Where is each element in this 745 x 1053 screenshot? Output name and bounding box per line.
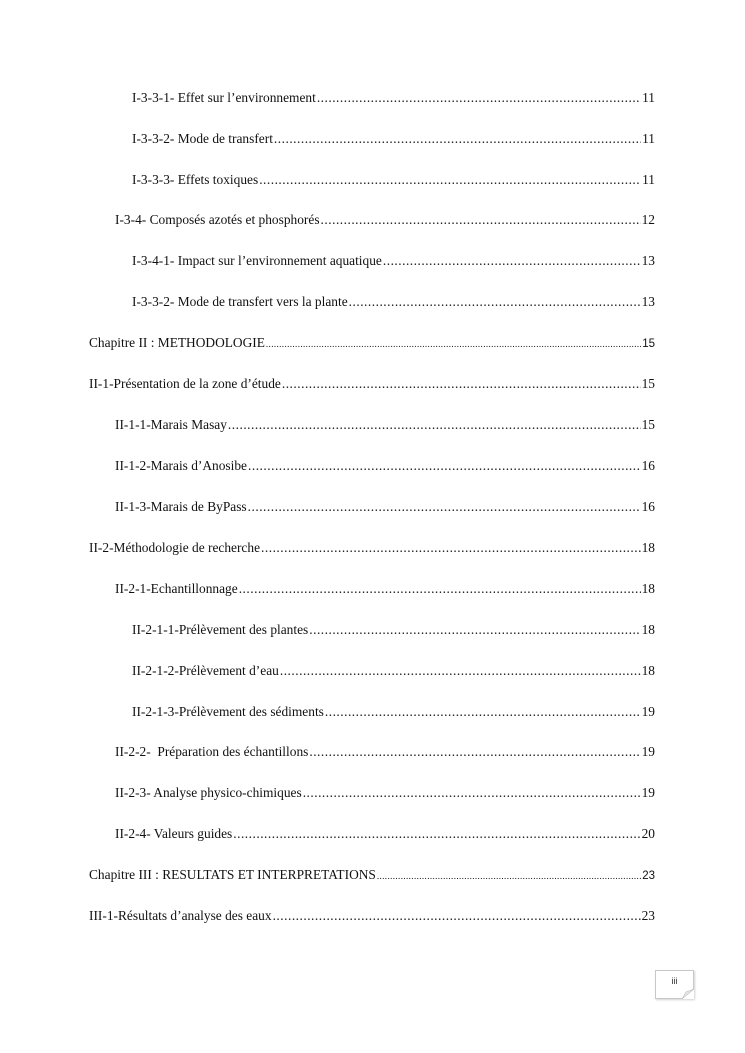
toc-entry-label: I-3-3-2- Mode de transfert vers la plante <box>132 294 348 309</box>
page-number: iii <box>671 976 678 986</box>
toc-entry-label: Chapitre II : METHODOLOGIE <box>89 335 265 350</box>
toc-entry-label: Chapitre III : RESULTATS ET INTERPRETATIONS <box>89 867 376 882</box>
dot-leader <box>280 661 641 681</box>
toc-entry-page: 20 <box>641 826 655 841</box>
toc-entry[interactable] <box>115 783 655 803</box>
dot-leader <box>259 170 641 190</box>
toc-entry[interactable] <box>115 456 655 476</box>
toc-entry[interactable] <box>132 620 655 640</box>
dot-leader <box>317 88 641 108</box>
toc-entry-page: 19 <box>641 704 655 719</box>
toc-entry-page: 23 <box>641 908 655 923</box>
toc-entry-label: II-2-3- Analyse physico-chimiques <box>115 785 302 800</box>
toc-entry-page: 18 <box>641 622 655 637</box>
toc-entry-page: 18 <box>641 663 655 678</box>
toc-entry[interactable] <box>89 906 655 926</box>
toc-entry-label: I-3-3-2- Mode de transfert <box>132 131 273 146</box>
toc-entry-label: I-3-3-1- Effet sur l’environnement <box>132 90 316 105</box>
toc-entry-label: II-2-Méthodologie de recherche <box>89 540 261 555</box>
toc-entry[interactable] <box>115 579 655 599</box>
dot-leader <box>239 579 641 599</box>
toc-entry-page: 13 <box>641 253 655 268</box>
toc-entry-page: 18 <box>641 581 655 596</box>
toc-entry[interactable] <box>115 824 655 844</box>
dot-leader <box>233 824 640 844</box>
toc-entry-page: 15 <box>641 376 655 391</box>
toc-entry-label: II-1-Présentation de la zone d’étude <box>89 376 281 391</box>
toc-entry-page: 19 <box>641 744 655 759</box>
toc-entry[interactable] <box>115 210 655 230</box>
toc-entry-page: 19 <box>641 785 655 800</box>
toc-entry-label: II-1-1-Marais Masay <box>115 417 227 432</box>
dot-leader <box>349 292 641 312</box>
toc-entry-label: I-3-4- Composés azotés et phosphorés <box>115 212 320 227</box>
toc-entry[interactable] <box>115 415 655 435</box>
toc-entry-label: I-3-4-1- Impact sur l’environnement aquatique <box>132 253 382 268</box>
dot-leader <box>383 251 641 271</box>
toc-entry-label: II-2-4- Valeurs guides <box>115 826 233 841</box>
dot-leader <box>321 210 641 230</box>
toc-entry[interactable] <box>89 538 655 558</box>
dot-leader <box>261 538 641 558</box>
toc-entry[interactable] <box>132 702 655 722</box>
dot-leader <box>273 906 641 926</box>
toc-entry[interactable] <box>132 292 655 312</box>
page-curl-icon <box>682 989 694 999</box>
toc-chapter-entry[interactable] <box>89 865 655 885</box>
toc-entry-label: I-3-3-3- Effets toxiques <box>132 172 259 187</box>
dot-leader <box>309 620 640 640</box>
toc-entry-page: 11 <box>642 172 655 187</box>
dot-leader <box>248 497 641 517</box>
dot-leader <box>325 702 641 722</box>
toc-entry[interactable] <box>115 742 655 762</box>
dot-leader <box>303 783 641 803</box>
toc-entry-label: II-2-1-3-Prélèvement des sédiments <box>132 704 324 719</box>
toc-entry-label: III-1-Résultats d’analyse des eaux <box>89 908 272 923</box>
toc-entry-page: 16 <box>641 499 655 514</box>
toc-entry-page: 13 <box>641 294 655 309</box>
toc-entry-page: 18 <box>641 540 655 555</box>
toc-entry-page: 15 <box>641 417 655 432</box>
toc-entry-page: 12 <box>641 212 655 227</box>
toc-entry-label: II-2-1-2-Prélèvement d’eau <box>132 663 279 678</box>
toc-entry-label: II-2-1-1-Prélèvement des plantes <box>132 622 309 637</box>
dot-leader <box>282 374 641 394</box>
toc-chapter-entry[interactable] <box>89 333 655 353</box>
toc-entry-page: 23 <box>642 870 655 882</box>
toc-entry-label: II-2-1-Echantillonnage <box>115 581 238 596</box>
dot-leader <box>274 129 641 149</box>
toc-entry[interactable] <box>132 129 655 149</box>
toc-entry[interactable] <box>132 88 655 108</box>
toc-entry-label: II-1-2-Marais d’Anosibe <box>115 458 248 473</box>
dot-leader <box>248 456 641 476</box>
page-number-box <box>655 970 694 999</box>
dot-leader <box>266 334 641 354</box>
toc-entry-page: 16 <box>641 458 655 473</box>
dot-leader <box>228 415 641 435</box>
dot-leader <box>309 742 640 762</box>
toc-entry[interactable] <box>89 374 655 394</box>
toc-entry-label: II-2-2- Préparation des échantillons <box>115 744 309 759</box>
toc-entry-page: 11 <box>642 90 655 105</box>
toc-entry[interactable] <box>132 251 655 271</box>
toc-entry[interactable] <box>132 661 655 681</box>
dot-leader <box>377 866 641 886</box>
toc-entry-page: 15 <box>642 338 655 350</box>
toc-entry-page: 11 <box>642 131 655 146</box>
toc-entry-label: II-1-3-Marais de ByPass <box>115 499 247 514</box>
toc-entry[interactable] <box>132 170 655 190</box>
toc-entry[interactable] <box>115 497 655 517</box>
